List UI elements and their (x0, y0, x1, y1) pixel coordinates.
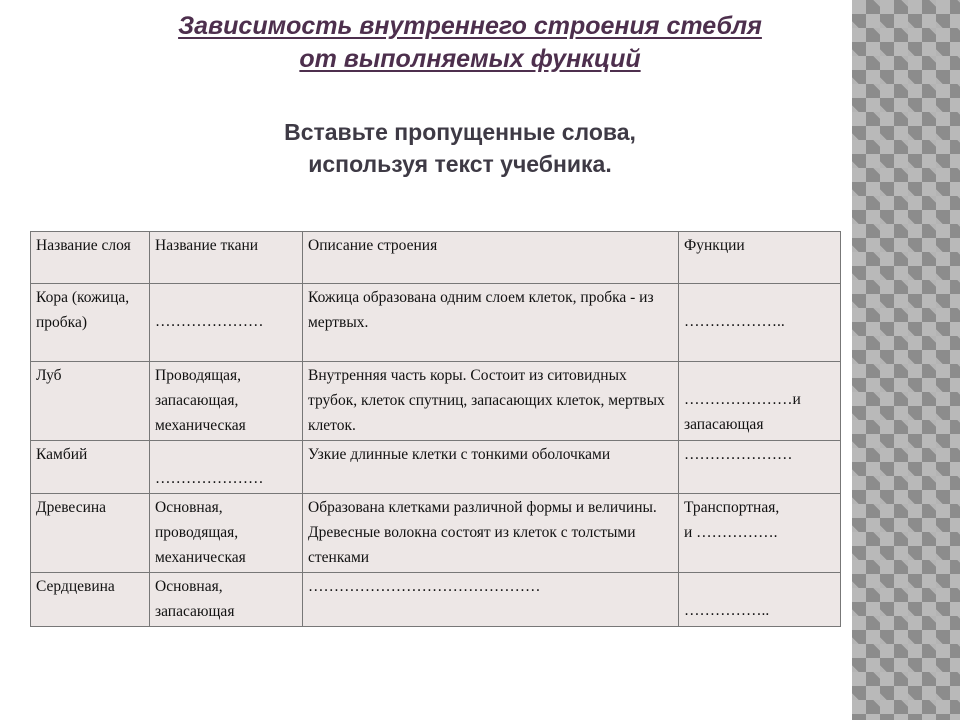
cell-functions (679, 284, 841, 362)
cell-layer: Кора (кожица, пробка) (31, 284, 150, 362)
cell-layer: Сердцевина (31, 573, 150, 627)
cell-tissue: ………………… (150, 441, 303, 494)
cell-layer: Камбий (31, 441, 150, 494)
cell-functions-text: Транспортная, (684, 499, 780, 516)
cell-tissue: Основная, запасающая (150, 573, 303, 627)
table-row (31, 494, 841, 573)
cell-description: Внутренняя часть коры. Состоит из ситовидных трубок, клеток спутниц, запасающих клеток, мертвых клеток. (303, 362, 679, 441)
cell-functions-text: …………………и (684, 391, 801, 408)
cell-tissue: Основная, проводящая, механическая (150, 494, 303, 573)
cell-tissue: Проводящая, запасающая, механическая (150, 362, 303, 441)
header-cell-tissue: Название ткани (150, 232, 303, 284)
cell-functions-extra: и ……………. (684, 524, 778, 541)
stem-structure-table (30, 231, 841, 627)
cell-functions (679, 362, 841, 441)
cell-description: Кожица образована одним слоем клеток, пробка - из мертвых. (303, 284, 679, 362)
instruction-line-1: Вставьте пропущенные слова, (284, 119, 636, 145)
cell-description: Узкие длинные клетки с тонкими оболочками (303, 441, 679, 494)
cell-layer: Древесина (31, 494, 150, 573)
table-row (31, 284, 841, 362)
cell-functions-text: ………………… (684, 446, 793, 463)
cell-description: Образована клетками различной формы и величины. Древесные волокна состоят из клеток с толстыми стенками (303, 494, 679, 573)
slide-title (120, 10, 820, 76)
decorative-side-pattern (852, 0, 960, 720)
table-row (31, 573, 841, 627)
cell-tissue: ………………… (150, 284, 303, 362)
header-cell-description: Описание строения (303, 232, 679, 284)
header-cell-layer: Название слоя (31, 232, 150, 284)
cell-functions-text: …………….. (684, 602, 770, 619)
table-row (31, 362, 841, 441)
table-row (31, 441, 841, 494)
cell-functions (679, 573, 841, 627)
header-cell-functions: Функции (679, 232, 841, 284)
cell-functions-text: ……………….. (684, 313, 785, 330)
table-header-row (31, 232, 841, 284)
cell-functions (679, 441, 841, 494)
cell-description: ……………………………………… (303, 573, 679, 627)
instruction-text (100, 116, 820, 180)
cell-functions (679, 494, 841, 573)
title-line-1: Зависимость внутреннего строения стебля (178, 12, 762, 40)
cell-functions-extra: запасающая (684, 416, 764, 433)
cell-layer: Луб (31, 362, 150, 441)
title-line-2: от выполняемых функций (299, 45, 641, 73)
instruction-line-2: используя текст учебника. (308, 151, 612, 177)
